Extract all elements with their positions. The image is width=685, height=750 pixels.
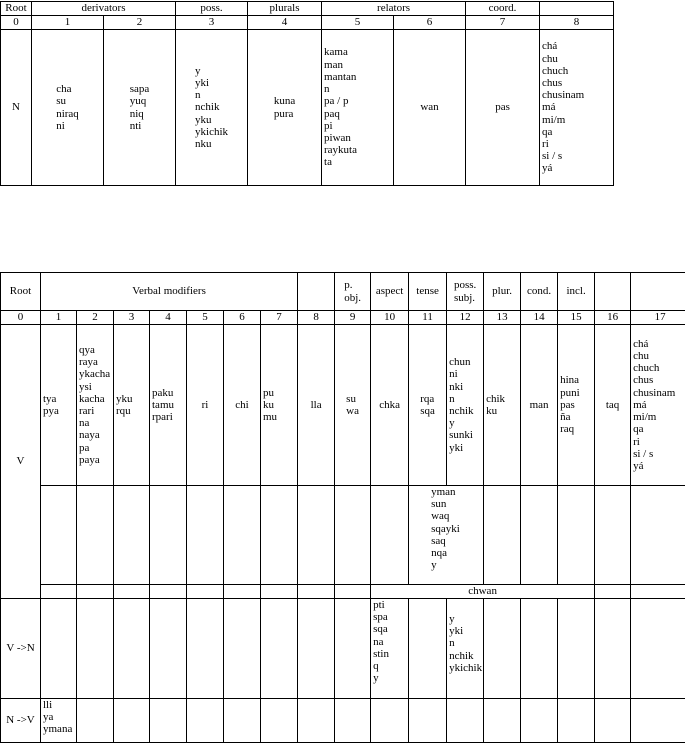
col-number: 0	[1, 16, 32, 30]
verb-suffix-table	[0, 272, 685, 743]
noun-category-header-row	[1, 2, 614, 16]
verb-cell: rqa sqa	[420, 392, 435, 417]
col-number: 16	[595, 311, 631, 325]
verb-v-row	[1, 325, 685, 486]
col-number: 10	[371, 311, 409, 325]
verb-column-number-row	[1, 311, 685, 325]
col-number: 8	[540, 16, 614, 30]
verb-cell: paku tamu rpari	[152, 386, 174, 424]
col-number: 3	[176, 16, 248, 30]
relators-header: relators	[322, 2, 466, 16]
plurals-header: plurals	[248, 2, 322, 16]
col-number: 7	[261, 311, 298, 325]
noun-cell: kama man mantan n pa / p paq pi piwan raykuta ta	[324, 46, 357, 169]
coord-header: coord.	[466, 2, 540, 16]
derivators-header: derivators	[32, 2, 176, 16]
verb-cell: chik ku	[486, 392, 506, 417]
verb-v-span-row	[1, 585, 685, 599]
verb-cell: tya pya	[43, 392, 59, 417]
verb-root-header: Root	[1, 273, 41, 311]
noun-cell: chá chu chuch chus chusinam má mi/m qa ri si / s yá	[542, 40, 585, 175]
verb-cell: taq	[605, 398, 620, 411]
noun-cell: y yki n nchik yku ykichik nku	[195, 64, 229, 150]
col-number: 1	[32, 16, 104, 30]
col-number: 14	[521, 311, 558, 325]
v-to-n-aspect-cell: pti spa sqa na stin q y	[373, 599, 389, 685]
col-number: 11	[409, 311, 447, 325]
plur-header: plur.	[484, 273, 521, 311]
verb-cell: hina puni pas ña raq	[560, 374, 580, 436]
col-number: 2	[104, 16, 176, 30]
poss-subj-header: poss. subj.	[453, 279, 477, 304]
verb-cell: chka	[379, 398, 400, 411]
verbal-modifiers-header: Verbal modifiers	[41, 273, 298, 311]
verb-cell: ri	[201, 398, 209, 411]
span-cell: chwan	[371, 585, 595, 599]
verb-cell: chá chu chuch chus chusinam má mi/m qa ri si / s yá	[633, 337, 676, 472]
n-to-v-cell: lli ya ymana	[43, 699, 73, 736]
col-number: 8	[298, 311, 335, 325]
incl-header: incl.	[558, 273, 595, 311]
verb-header-row	[1, 273, 685, 311]
verb-cell: qya raya ykacha ysi kacha rari na naya pa paya	[79, 343, 111, 466]
verb-v-to-n-row	[1, 599, 685, 699]
verb-cell: pu ku mu	[263, 386, 278, 424]
aspect-header: aspect	[371, 273, 409, 311]
verb-n-to-v-row	[1, 699, 685, 743]
col-number: 4	[150, 311, 187, 325]
noun-cell: sapa yuq niq nti	[129, 83, 150, 132]
col-number: 3	[114, 311, 150, 325]
tense-poss-cell: yman sun waq sqayki saq nqa y	[431, 486, 460, 572]
cond-header: cond.	[521, 273, 558, 311]
col-number: 6	[224, 311, 261, 325]
noun-suffix-table	[0, 1, 614, 186]
noun-cell: pas	[495, 101, 510, 114]
col-number: 13	[484, 311, 521, 325]
col8-header	[298, 273, 335, 311]
verb-cell: yku rqu	[116, 392, 133, 417]
empty-header	[540, 2, 614, 16]
col-number: 0	[1, 311, 41, 325]
verb-cell: chi	[235, 398, 249, 411]
col-number: 6	[394, 16, 466, 30]
noun-cell: kuna pura	[273, 95, 296, 120]
verb-v-subrow	[1, 486, 685, 585]
noun-column-number-row	[1, 16, 614, 30]
col-number: 5	[322, 16, 394, 30]
col-number: 9	[335, 311, 371, 325]
col17-header	[631, 273, 685, 311]
poss-header: poss.	[176, 2, 248, 16]
col16-header	[595, 273, 631, 311]
v-to-n-label: V ->N	[1, 599, 41, 699]
tense-header: tense	[409, 273, 447, 311]
col-number: 4	[248, 16, 322, 30]
verb-cell: su wa	[346, 392, 359, 417]
noun-cell: cha su niraq ni	[56, 83, 79, 132]
col-number: 7	[466, 16, 540, 30]
col-number: 1	[41, 311, 77, 325]
verb-cell: lla	[310, 398, 322, 411]
verb-root-label: V	[1, 325, 41, 599]
verb-cell: man	[529, 398, 549, 411]
v-to-n-poss-cell: y yki n nchik ykichik	[449, 613, 483, 674]
col-number: 17	[631, 311, 685, 325]
col-number: 12	[447, 311, 484, 325]
noun-row	[1, 30, 614, 186]
n-to-v-label: N ->V	[1, 699, 41, 743]
noun-cell: wan	[420, 101, 439, 114]
noun-root-label: N	[1, 30, 32, 186]
col-number: 15	[558, 311, 595, 325]
col-number: 2	[77, 311, 114, 325]
root-header: Root	[1, 2, 32, 16]
col-number: 5	[187, 311, 224, 325]
verb-cell: chun ni nki n nchik y sunki yki	[449, 356, 474, 454]
p-obj-header: p. obj.	[344, 279, 361, 304]
